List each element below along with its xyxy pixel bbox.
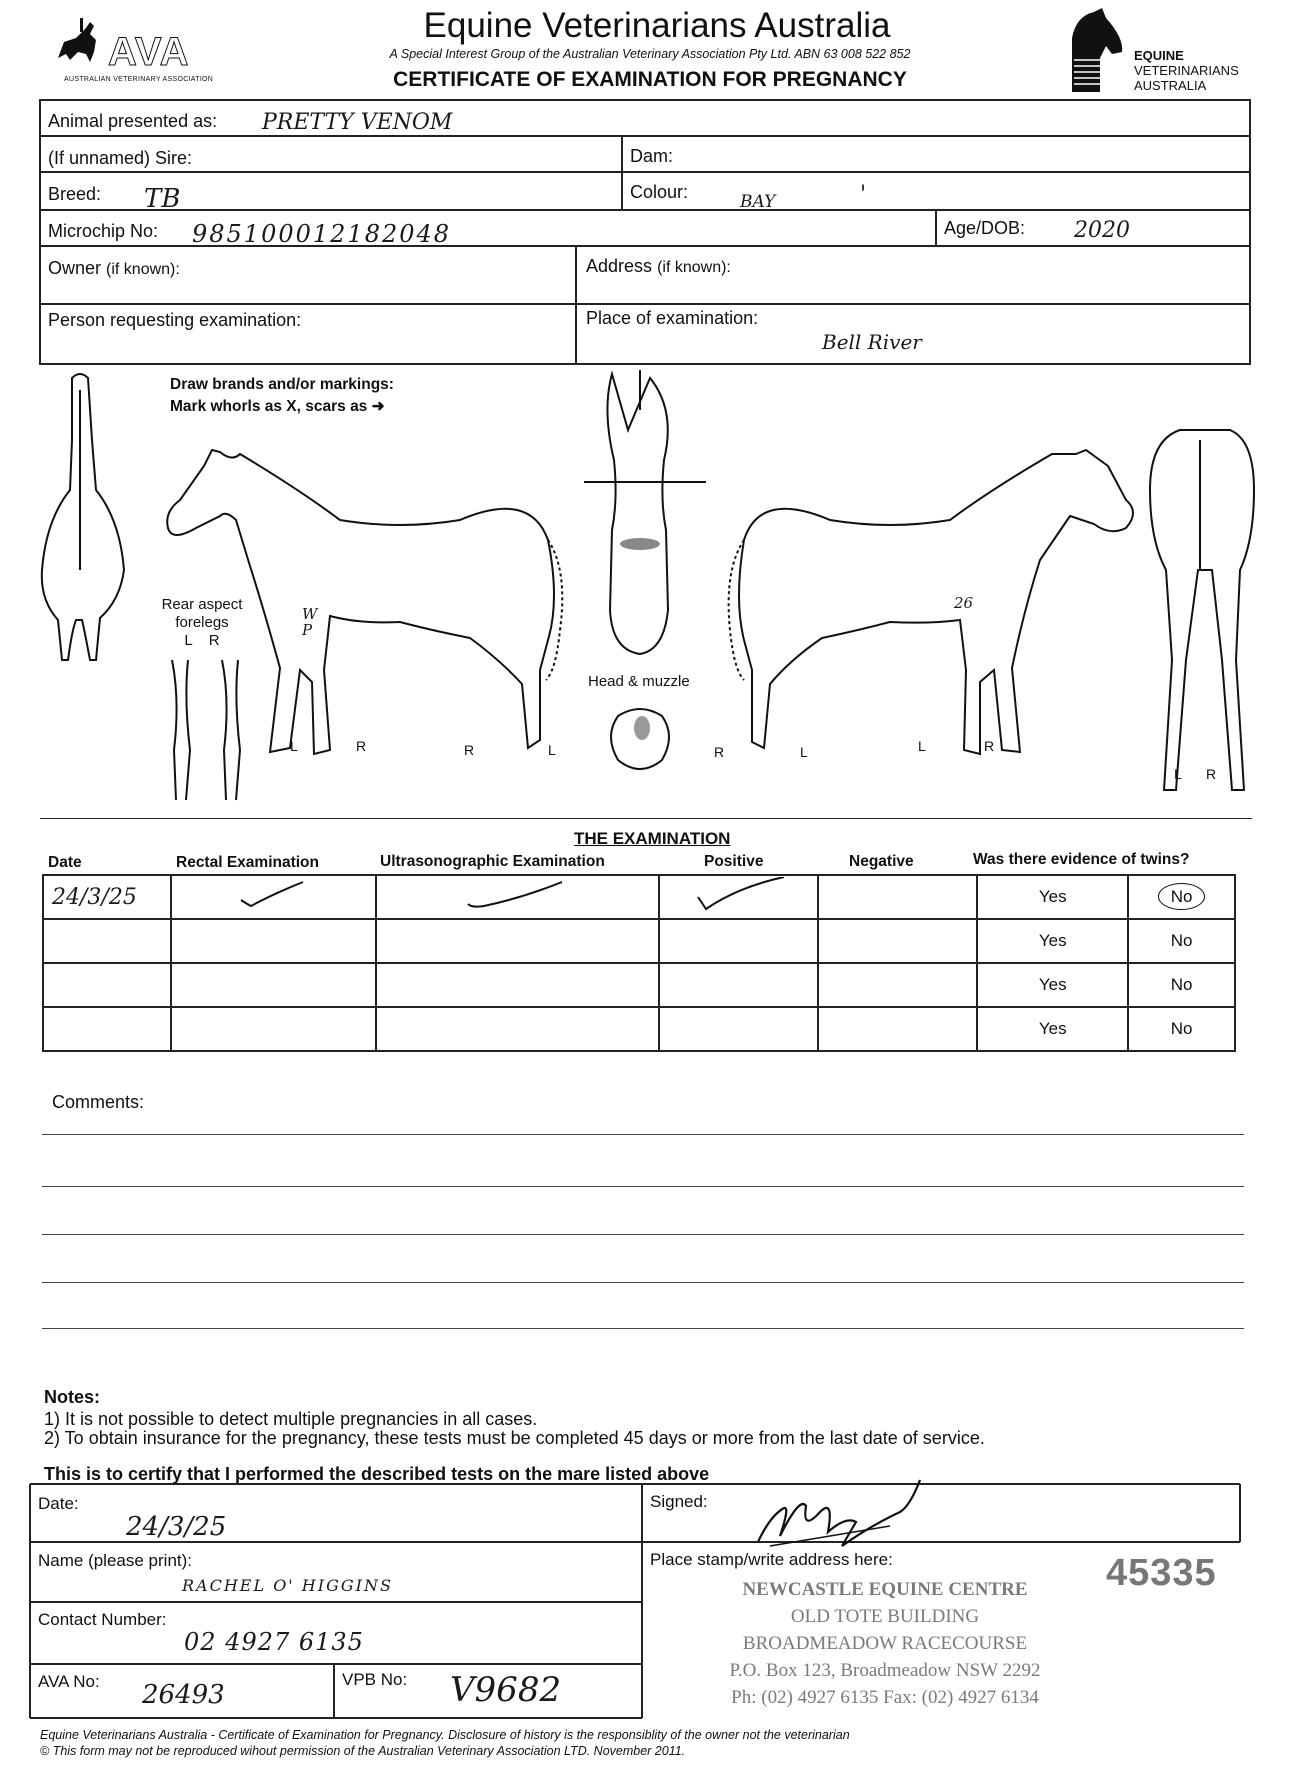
positive-cell[interactable] xyxy=(659,1007,818,1051)
horse-top-view xyxy=(42,374,124,660)
sire-label: (If unnamed) Sire: xyxy=(48,148,193,168)
exam-date-value: 24/3/25 xyxy=(52,884,137,910)
twins-no: No xyxy=(1170,931,1193,950)
check-icon xyxy=(688,877,788,913)
colour-label: Colour: xyxy=(630,182,689,202)
footer-line2: © This form may not be reproduced wihout permission of the Australian Veterinary Association LTD. November 2011. xyxy=(40,1744,686,1758)
left-horse-marking: W P xyxy=(302,605,318,639)
exam-date-cell[interactable] xyxy=(43,1007,171,1051)
negative-cell[interactable] xyxy=(818,875,978,919)
instructions-line1: Draw brands and/or markings: xyxy=(170,376,394,393)
col-positive: Positive xyxy=(704,853,764,870)
address-label xyxy=(586,256,731,277)
rectal-cell[interactable] xyxy=(171,963,376,1007)
table-row xyxy=(43,919,1235,963)
name-label: Name (please print): xyxy=(38,1551,193,1570)
exam-date-cell[interactable] xyxy=(43,919,171,963)
twins-yes: Yes xyxy=(1038,1019,1067,1038)
negative-cell[interactable] xyxy=(818,919,978,963)
rear-forelegs xyxy=(172,660,240,800)
ultra-cell[interactable] xyxy=(376,963,660,1007)
signed-label: Signed: xyxy=(650,1492,708,1511)
leg-label-r4: R xyxy=(984,738,995,754)
microchip-value[interactable]: 985100012182048 xyxy=(192,220,452,248)
twins-no: No xyxy=(1170,1019,1193,1038)
leg-label-l1: L xyxy=(290,738,298,754)
ava-logo-text: AVA xyxy=(108,30,190,74)
animal-label: Animal presented as: xyxy=(48,111,218,131)
place-label: Place of examination: xyxy=(586,308,759,328)
note-2: 2) To obtain insurance for the pregnancy, these tests must be completed 45 days or more from the last date of service. xyxy=(44,1428,985,1448)
contact-label: Contact Number: xyxy=(38,1610,167,1629)
note-1: 1) It is not possible to detect multiple pregnancies in all cases. xyxy=(44,1409,538,1429)
stamp-line5: Ph: (02) 4927 6135 Fax: (02) 4927 6134 xyxy=(731,1687,1039,1708)
comment-line[interactable] xyxy=(42,1234,1244,1235)
negative-cell[interactable] xyxy=(818,963,978,1007)
exam-table xyxy=(42,874,1236,1052)
age-label: Age/DOB: xyxy=(944,218,1026,238)
horse-head-icon xyxy=(1066,8,1126,92)
name-value[interactable]: RACHEL O' HIGGINS xyxy=(182,1576,393,1595)
positive-cell[interactable] xyxy=(659,963,818,1007)
arrow-right-icon: ➜ xyxy=(371,398,385,415)
leg-label-l3: L xyxy=(800,744,808,760)
leg-label-r5: R xyxy=(1206,766,1217,782)
section-divider xyxy=(40,818,1252,819)
rear-aspect-line1: Rear aspect xyxy=(161,596,243,613)
col-twins: Was there evidence of twins? xyxy=(973,851,1190,868)
certification-statement: This is to certify that I performed the described tests on the mare listed above xyxy=(44,1464,710,1484)
horse-diagrams xyxy=(0,370,1290,810)
rear-aspect-lr: L R xyxy=(184,632,220,649)
vpb-no-value[interactable]: V9682 xyxy=(450,1670,562,1710)
col-negative: Negative xyxy=(849,853,914,870)
leg-label-l5: L xyxy=(1174,766,1182,782)
stamp-line2: OLD TOTE BUILDING xyxy=(790,1606,980,1627)
twins-yes-cell[interactable] xyxy=(977,963,1128,1007)
leg-label-r2: R xyxy=(464,742,475,758)
ava-no-label: AVA No: xyxy=(38,1672,100,1691)
twins-yes: Yes xyxy=(1038,975,1067,994)
table-row xyxy=(43,875,1235,919)
twins-no-cell[interactable] xyxy=(1128,919,1235,963)
col-ultra: Ultrasonographic Examination xyxy=(380,853,605,870)
comment-line[interactable] xyxy=(42,1134,1244,1135)
leg-label-l4: L xyxy=(918,738,926,754)
exam-date-cell[interactable] xyxy=(43,963,171,1007)
twins-yes-cell[interactable] xyxy=(977,1007,1128,1051)
negative-cell[interactable] xyxy=(818,1007,978,1051)
instructions-line2: Mark whorls as X, scars as xyxy=(170,398,368,415)
twins-no-cell[interactable] xyxy=(1128,963,1235,1007)
stamp-line4: P.O. Box 123, Broadmeadow NSW 2292 xyxy=(729,1660,1041,1681)
check-icon xyxy=(462,880,572,910)
exam-date-cell[interactable] xyxy=(43,875,171,919)
rear-aspect-label xyxy=(156,596,248,650)
col-rectal: Rectal Examination xyxy=(176,854,319,871)
table-row xyxy=(43,963,1235,1007)
twins-yes: Yes xyxy=(1038,931,1067,950)
twins-no-circled: No xyxy=(1158,883,1206,910)
eva-logo-line2: VETERINARIANS xyxy=(1134,63,1239,78)
form-title: CERTIFICATE OF EXAMINATION FOR PREGNANCY xyxy=(393,68,907,91)
comment-line[interactable] xyxy=(42,1282,1244,1283)
twins-yes-cell[interactable] xyxy=(977,919,1128,963)
ava-no-value[interactable]: 26493 xyxy=(142,1680,225,1710)
dam-label: Dam: xyxy=(630,146,674,166)
eva-logo-line3: AUSTRALIA xyxy=(1134,78,1207,93)
comment-line[interactable] xyxy=(42,1328,1244,1329)
exam-heading: THE EXAMINATION xyxy=(574,829,731,848)
colour-mark: ' xyxy=(860,182,867,207)
ultra-cell[interactable] xyxy=(376,875,660,919)
comments-label: Comments: xyxy=(52,1092,145,1112)
right-horse-marking: 26 xyxy=(954,594,974,612)
eva-logo xyxy=(1066,8,1266,94)
place-value[interactable]: Bell River xyxy=(822,330,922,354)
owner-label xyxy=(48,258,180,279)
breed-value[interactable]: TB xyxy=(144,184,181,214)
contact-value[interactable]: 02 4927 6135 xyxy=(184,1628,364,1656)
ultra-cell[interactable] xyxy=(376,1007,660,1051)
animal-value[interactable]: PRETTY VENOM xyxy=(262,110,453,135)
rear-aspect-line2: forelegs xyxy=(175,614,229,631)
rectal-cell[interactable] xyxy=(171,919,376,963)
horse-rear-view xyxy=(1150,430,1254,790)
stamp-label: Place stamp/write address here: xyxy=(650,1550,893,1569)
twins-no-cell[interactable] xyxy=(1128,875,1235,919)
address-label-text: Address xyxy=(586,256,653,276)
vpb-no-label: VPB No: xyxy=(342,1670,408,1689)
stamp-line3: BROADMEADOW RACECOURSE xyxy=(742,1633,1028,1654)
cert-date-value[interactable]: 24/3/25 xyxy=(126,1512,227,1542)
positive-cell[interactable] xyxy=(659,919,818,963)
colour-value[interactable]: BAY xyxy=(740,192,776,212)
positive-cell[interactable] xyxy=(659,875,818,919)
leg-label-r1: R xyxy=(356,738,367,754)
comment-line[interactable] xyxy=(42,1186,1244,1187)
requester-label: Person requesting examination: xyxy=(48,310,302,330)
breed-label: Breed: xyxy=(48,184,102,204)
horse-head-front xyxy=(607,374,668,654)
notes-heading: Notes: xyxy=(44,1387,101,1407)
practice-stamp xyxy=(700,1576,1070,1711)
ava-logo-caption: AUSTRALIAN VETERINARY ASSOCIATION xyxy=(64,76,214,83)
org-subtitle: A Special Interest Group of the Australian Veterinary Association Pty Ltd. ABN 63 008 522 852 xyxy=(389,47,911,61)
col-date: Date xyxy=(48,854,82,871)
microchip-label: Microchip No: xyxy=(48,221,159,241)
cert-date-label: Date: xyxy=(38,1494,79,1513)
horse-right-profile xyxy=(739,450,1133,754)
address-label-suffix: (if known): xyxy=(657,259,731,276)
twins-no-cell[interactable] xyxy=(1128,1007,1235,1051)
table-row xyxy=(43,1007,1235,1051)
check-icon xyxy=(233,880,313,910)
eva-logo-line1: EQUINE xyxy=(1134,48,1184,63)
org-title: Equine Veterinarians Australia xyxy=(423,6,891,45)
owner-label-suffix: (if known): xyxy=(106,261,180,278)
stamp-number: 45335 xyxy=(1106,1552,1217,1594)
ultra-cell[interactable] xyxy=(376,919,660,963)
twins-no: No xyxy=(1170,975,1193,994)
leg-label-l2: L xyxy=(548,742,556,758)
signature[interactable] xyxy=(750,1476,930,1556)
rectal-cell[interactable] xyxy=(171,1007,376,1051)
twins-yes: Yes xyxy=(1038,887,1067,906)
stamp-line1: NEWCASTLE EQUINE CENTRE xyxy=(742,1579,1028,1600)
leg-label-r3: R xyxy=(714,744,725,760)
owner-label-text: Owner xyxy=(48,258,102,278)
age-value[interactable]: 2020 xyxy=(1074,218,1130,243)
twins-yes-cell[interactable] xyxy=(977,875,1128,919)
footer-line1: Equine Veterinarians Australia - Certificate of Examination for Pregnancy. Disclosure of history is the responsiblity of the owner not the veterinarian xyxy=(40,1728,850,1742)
head-muzzle-label: Head & muzzle xyxy=(588,673,690,690)
rectal-cell[interactable] xyxy=(171,875,376,919)
